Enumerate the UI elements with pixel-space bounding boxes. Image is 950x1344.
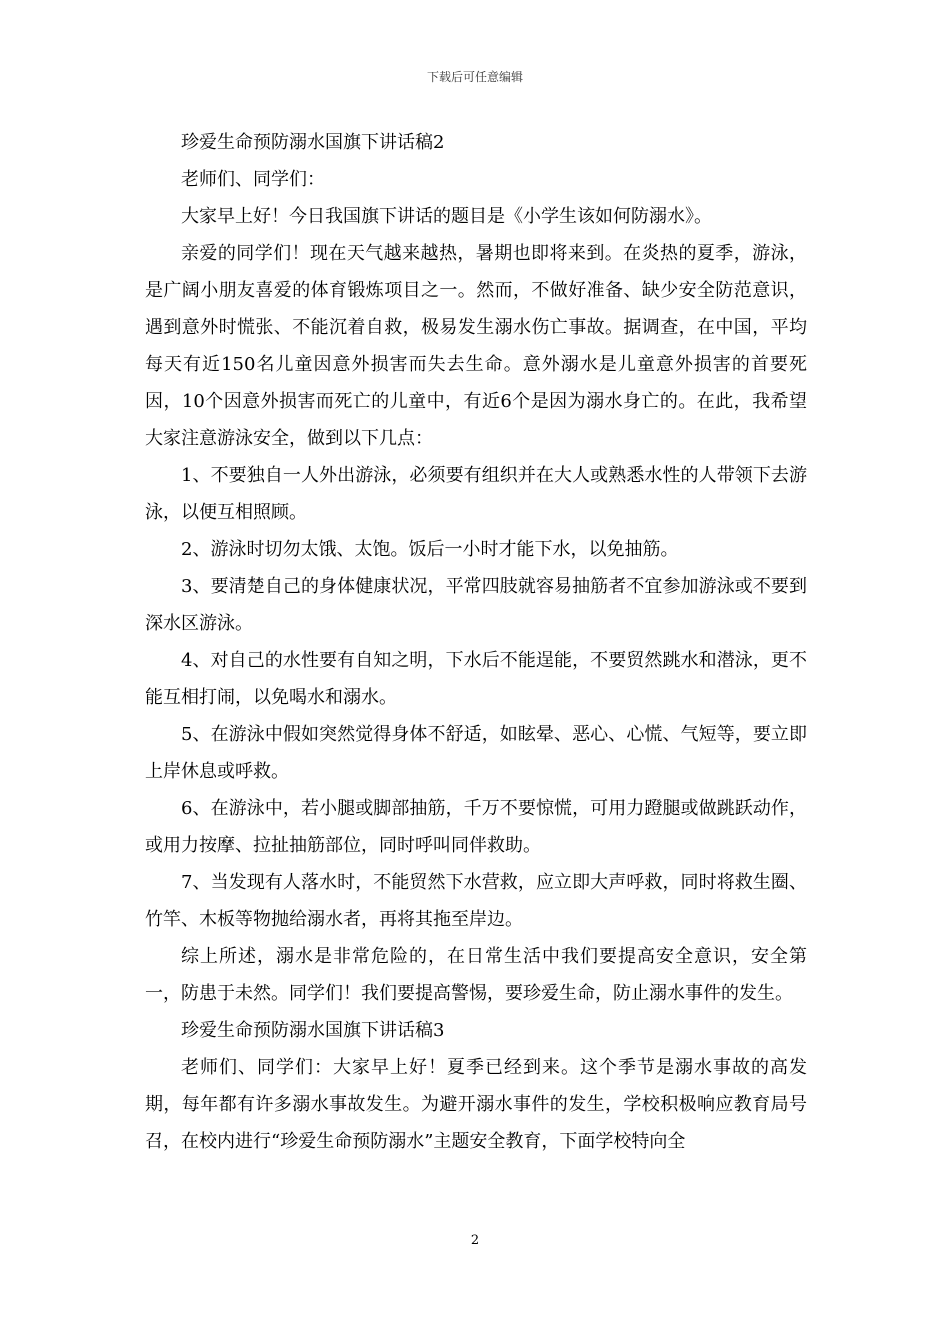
salutation: 老师们、同学们：: [181, 169, 325, 190]
list-item: 3、要清楚自己的身体健康状况，平常四肢就容易抽筋者不宜参加游泳或不要到深水区游泳。: [145, 576, 807, 634]
list-item: 4、对自己的水性要有自知之明，下水后不能逞能，不要贸然跳水和潜泳，更不能互相打闹，以免喝水和溺水。: [145, 650, 807, 708]
paragraph: 老师们、同学们：大家早上好！夏季已经到来。这个季节是溺水事故的高发期，每年都有许多溺水事故发生。为避开溺水事件的发生，学校积极响应教育局号召，在校内进行“珍爱生命预防溺水”主题安全教育，下面学校特向全: [145, 1057, 807, 1152]
paragraph: 亲爱的同学们！现在天气越来越热，暑期也即将来到。在炎热的夏季，游泳，是广阔小朋友喜爱的体育锻炼项目之一。然而，不做好准备、缺少安全防范意识，遇到意外时慌张、不能沉着自救，极易发生溺水伤亡事故。据调查，在中国，平均每天有近150名儿童因意外损害而失去生命。意外溺水是儿童意外损害的首要死因，10个因意外损害而死亡的儿童中，有近6个是因为溺水身亡的。在此，我希望大家注意游泳安全，做到以下几点：: [145, 243, 807, 449]
list-item: 1、不要独自一人外出游泳，必须要有组织并在大人或熟悉水性的人带领下去游泳，以便互相照顾。: [145, 465, 807, 523]
page-number: 2: [470, 1233, 480, 1248]
list-item: 6、在游泳中，若小腿或脚部抽筋，千万不要惊慌，可用力蹬腿或做跳跃动作，或用力按摩、拉扯抽筋部位，同时呼叫同伴救助。: [145, 798, 807, 856]
page-header: 下载后可任意编辑: [426, 70, 523, 84]
section-title: 珍爱生命预防溺水国旗下讲话稿2: [181, 132, 445, 153]
paragraph: 综上所述，溺水是非常危险的，在日常生活中我们要提高安全意识，安全第一，防患于未然。同学们！我们要提高警惕，要珍爱生命，防止溺水事件的发生。: [145, 946, 807, 1004]
list-item: 7、当发现有人落水时，不能贸然下水营救，应立即大声呼救，同时将救生圈、竹竿、木板等物抛给溺水者，再将其拖至岸边。: [145, 872, 807, 930]
section-title: 珍爱生命预防溺水国旗下讲话稿3: [181, 1020, 445, 1041]
document-body: [145, 124, 807, 1160]
list-item: 5、在游泳中假如突然觉得身体不舒适，如眩晕、恶心、心慌、气短等，要立即上岸休息或呼救。: [145, 724, 807, 782]
list-item: 2、游泳时切勿太饿、太饱。饭后一小时才能下水，以免抽筋。: [181, 539, 679, 560]
paragraph: 大家早上好！今日我国旗下讲话的题目是《小学生该如何防溺水》。: [181, 206, 712, 227]
